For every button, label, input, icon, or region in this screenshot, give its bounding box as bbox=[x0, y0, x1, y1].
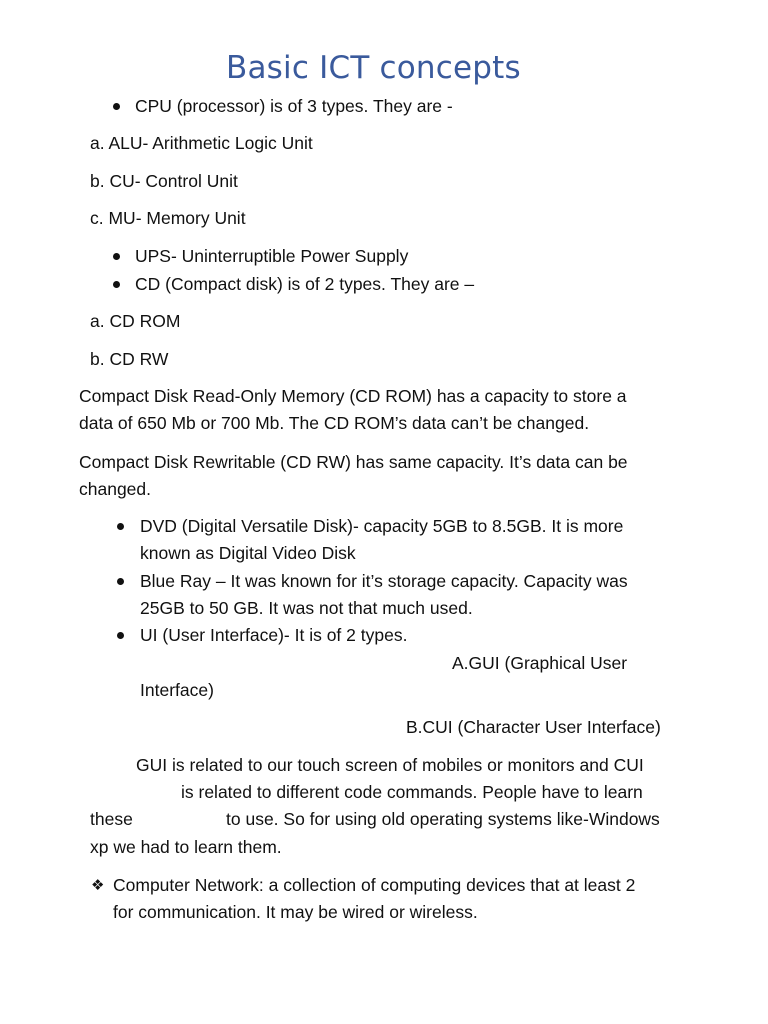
blueray-bullet-line: Blue Ray – It was known for it’s storage capacity. Capacity was bbox=[140, 571, 628, 591]
cpu-bullet-text: CPU (processor) is of 3 types. They are - bbox=[135, 96, 453, 116]
cpu-type-alu: a. ALU- Arithmetic Logic Unit bbox=[90, 133, 313, 153]
cd-bullet-text: CD (Compact disk) is of 2 types. They are – bbox=[135, 274, 475, 294]
cpu-type-mu: c. MU- Memory Unit bbox=[90, 208, 246, 228]
cd-type-rom: a. CD ROM bbox=[90, 311, 181, 331]
bullet-dot bbox=[117, 523, 124, 530]
bullet-dot bbox=[113, 103, 120, 110]
bullet-dot bbox=[113, 253, 120, 260]
cpu-type-cu: b. CU- Control Unit bbox=[90, 171, 238, 191]
cd-rom-paragraph-line: data of 650 Mb or 700 Mb. The CD ROM’s data can’t be changed. bbox=[79, 413, 590, 433]
bullet-dot bbox=[117, 578, 124, 585]
ui-bullet-text: UI (User Interface)- It is of 2 types. bbox=[140, 625, 408, 645]
dvd-bullet-line: known as Digital Video Disk bbox=[140, 543, 356, 563]
blueray-bullet-line: 25GB to 50 GB. It was not that much used. bbox=[140, 598, 473, 618]
gui-cui-paragraph-line: is related to different code commands. People have to learn bbox=[181, 782, 643, 802]
cd-rw-paragraph-line: changed. bbox=[79, 479, 152, 499]
network-bullet-line: Computer Network: a collection of computing devices that at least 2 bbox=[113, 875, 636, 895]
ui-cui-line: B.CUI (Character User Interface) bbox=[406, 717, 661, 737]
gui-cui-paragraph-line: xp we had to learn them. bbox=[90, 837, 282, 857]
bullet-dot bbox=[113, 281, 120, 288]
bullet-dot bbox=[117, 632, 124, 639]
network-bullet-line: for communication. It may be wired or wireless. bbox=[113, 902, 478, 922]
gui-cui-paragraph-line: to use. So for using old operating systems like-Windows bbox=[226, 809, 660, 829]
ui-gui-line: A.GUI (Graphical User bbox=[452, 653, 628, 673]
ui-gui-line: Interface) bbox=[140, 680, 214, 700]
gui-cui-paragraph-line: GUI is related to our touch screen of mobiles or monitors and CUI bbox=[136, 755, 644, 775]
cd-rom-paragraph-line: Compact Disk Read-Only Memory (CD ROM) has a capacity to store a bbox=[79, 386, 627, 406]
gui-cui-paragraph-line: these bbox=[90, 809, 133, 829]
ups-bullet-text: UPS- Uninterruptible Power Supply bbox=[135, 246, 409, 266]
cd-rw-paragraph-line: Compact Disk Rewritable (CD RW) has same capacity. It’s data can be bbox=[79, 452, 628, 472]
diamond-bullet-icon: ❖ bbox=[91, 877, 105, 894]
cd-type-rw: b. CD RW bbox=[90, 349, 169, 369]
dvd-bullet-line: DVD (Digital Versatile Disk)- capacity 5GB to 8.5GB. It is more bbox=[140, 516, 624, 536]
document-title: Basic ICT concepts bbox=[226, 50, 521, 86]
